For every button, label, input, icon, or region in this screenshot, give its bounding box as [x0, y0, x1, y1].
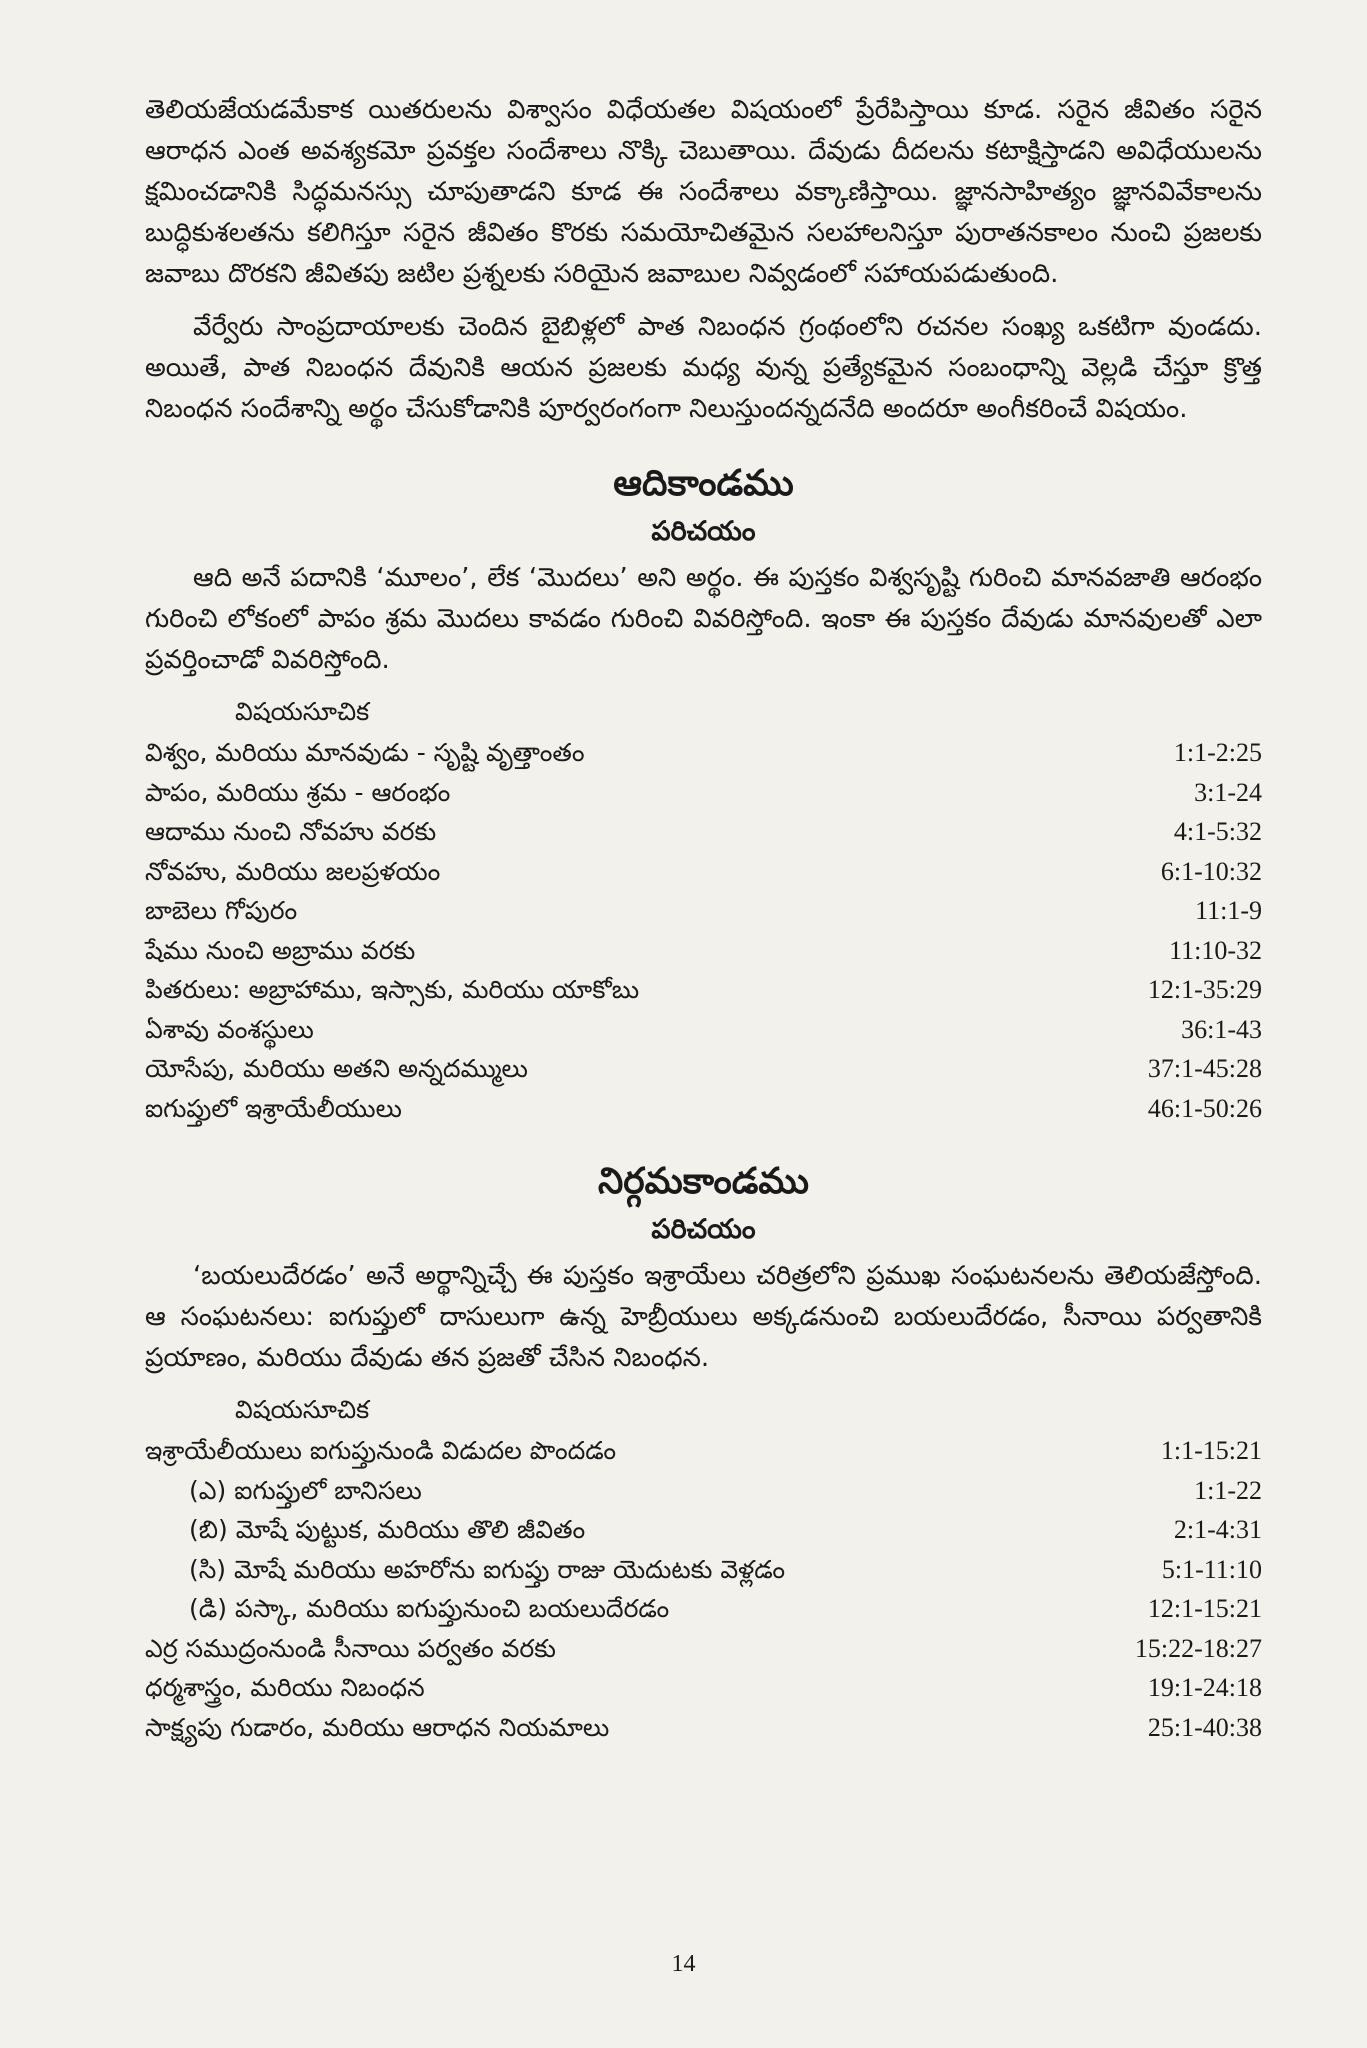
toc-row: [145, 1589, 1262, 1629]
genesis-section: [145, 456, 1262, 1128]
toc-row: [145, 852, 1262, 892]
toc-entry-label: ఇశ్రాయేలీయులు ఐగుప్తునుండి విడుదల పొందడం: [145, 1436, 617, 1465]
toc-entry-label: ఎర్ర సముద్రంనుండి సీనాయి పర్వతం వరకు: [145, 1633, 556, 1663]
toc-entry-reference: 11:1-9: [1195, 896, 1262, 925]
exodus-title: నిర్గమకాండము: [598, 1161, 809, 1202]
intro-paragraph-2: వేర్వేరు సాంప్రదాయాలకు చెందిన బైబిళ్లలో పాత నిబంధన గ్రంథంలోని రచనల సంఖ్య ఒకటిగా వుండదు. అయితే, పాత నిబంధన దేవునికి ఆయన ప్రజలకు మధ్య వున్న ప్రత్యేకమైన సంబంధాన్ని వెల్లడి చేస్తూ క్రొత్త నిబంధన సందేశాన్ని అర్థం చేసుకోడానికి పూర్వరంగంగా నిలుస్తుందన్నదనేది అందరూ అంగీకరించే విషయం.: [145, 312, 1262, 424]
exodus-toc-title: విషయసూచిక: [235, 1395, 370, 1424]
toc-row: [145, 891, 1262, 931]
toc-row: [145, 733, 1262, 773]
genesis-subtitle: పరిచయం: [651, 516, 756, 547]
toc-entry-label: (బి) మోషే పుట్టుక, మరియు తొలి జీవితం: [189, 1515, 586, 1544]
toc-entry-reference: 25:1-40:38: [1147, 1712, 1262, 1742]
exodus-toc: [145, 1431, 1262, 1747]
toc-row: [145, 1471, 1262, 1511]
toc-row: [145, 1629, 1262, 1669]
toc-entry-label: ఐగుప్తులో ఇశ్రాయేలీయులు: [145, 1093, 402, 1123]
toc-entry-reference: 5:1-11:10: [1161, 1554, 1262, 1584]
toc-entry-reference: 11:10-32: [1169, 935, 1262, 965]
toc-entry-reference: 1:1-22: [1194, 1475, 1262, 1505]
toc-entry-reference: 37:1-45:28: [1147, 1054, 1262, 1083]
toc-entry-label: నోవహు, మరియు జలప్రళయం: [145, 856, 441, 886]
toc-entry-label: బాబెలు గోపురం: [145, 896, 298, 925]
toc-entry-reference: 15:22-18:27: [1134, 1633, 1262, 1663]
toc-entry-reference: 6:1-10:32: [1160, 856, 1262, 886]
toc-entry-label: (ఎ) ఐగుప్తులో బానిసలు: [189, 1475, 422, 1505]
toc-entry-reference: 3:1-24: [1194, 777, 1262, 807]
genesis-toc: [145, 733, 1262, 1128]
toc-entry-reference: 36:1-43: [1181, 1014, 1262, 1044]
toc-entry-reference: 1:1-2:25: [1173, 738, 1262, 767]
intro-paragraph-1: తెలియజేయడమేకాక యితరులను విశ్వాసం విధేయతల విషయంలో ప్రేరేపిస్తాయి కూడ. సరైన జీవితం సరైన ఆరాధన ఎంత అవశ్యకమో ప్రవక్తల సందేశాలు నొక్కి చెబుతాయి. దేవుడు దీదలను కటాక్షిస్తాడని అవిధేయులను క్షమించడానికి సిద్ధమనస్సు చూపుతాడని కూడ ఈ సందేశాలు వక్కాణిస్తాయి. జ్ఞానసాహిత్యం జ్ఞానవివేకాలను బుద్ధికుశలతను కలిగిస్తూ సరైన జీవితం కొరకు సమయోచితమైన సలహాలనిస్తూ పురాతనకాలం నుంచి ప్రజలకు జవాబు దొరకని జీవితపు జటిల ప్రశ్నలకు సరియైన జవాబుల నివ్వడంలో సహాయపడుతుంది.: [145, 95, 1262, 289]
page-number: 14: [671, 1951, 696, 1977]
toc-entry-label: యోసేపు, మరియు అతని అన్నదమ్ములు: [145, 1054, 528, 1083]
genesis-intro: ఆది అనే పదానికి ‘మూలం’, లేక ‘మొదలు’ అని అర్థం. ఈ పుస్తకం విశ్వసృష్టి గురించి మానవజాతి ఆరంభం గురించి లోకంలో పాపం శ్రమ మొదలు కావడం గురించి వివరిస్తోంది. ఇంకా ఈ పుస్తకం దేవుడు మానవులతో ఎలా ప్రవర్తించాడో వివరిస్తోంది.: [145, 563, 1262, 675]
toc-row: [145, 812, 1262, 852]
toc-entry-reference: 12:1-35:29: [1147, 975, 1262, 1004]
toc-entry-label: పితరులు: అబ్రాహాము, ఇస్సాకు, మరియు యాకోబు: [145, 975, 640, 1004]
toc-entry-reference: 1:1-15:21: [1160, 1436, 1262, 1465]
toc-entry-label: ఆదాము నుంచి నోవహు వరకు: [145, 817, 437, 846]
toc-row: [145, 1708, 1262, 1748]
toc-row: [145, 1668, 1262, 1708]
toc-entry-reference: 46:1-50:26: [1147, 1093, 1262, 1123]
toc-entry-label: పాపం, మరియు శ్రమ - ఆరంభం: [145, 777, 451, 807]
toc-entry-reference: 2:1-4:31: [1173, 1515, 1262, 1544]
toc-entry-label: (సి) మోషే మరియు అహరోను ఐగుప్తు రాజు యెదుటకు వెళ్లడం: [189, 1554, 786, 1584]
exodus-section: [145, 1154, 1262, 1747]
toc-entry-label: సాక్ష్యపు గుడారం, మరియు ఆరాధన నియమాలు: [145, 1712, 610, 1742]
genesis-toc-title: విషయసూచిక: [235, 697, 370, 726]
toc-entry-reference: 19:1-24:18: [1147, 1673, 1262, 1702]
toc-entry-reference: 4:1-5:32: [1173, 817, 1262, 846]
toc-row: [145, 1550, 1262, 1590]
toc-row: [145, 970, 1262, 1010]
toc-row: [145, 1089, 1262, 1129]
toc-entry-label: విశ్వం, మరియు మానవుడు - సృష్టి వృత్తాంతం: [145, 738, 585, 767]
toc-row: [145, 931, 1262, 971]
toc-row: [145, 773, 1262, 813]
toc-row: [145, 1049, 1262, 1089]
toc-row: [145, 1510, 1262, 1550]
genesis-title: ఆదికాండము: [613, 463, 794, 504]
toc-entry-label: షేము నుంచి అబ్రాము వరకు: [145, 935, 416, 965]
exodus-subtitle: పరిచయం: [651, 1214, 756, 1245]
toc-row: [145, 1010, 1262, 1050]
exodus-intro: ‘బయలుదేరడం’ అనే అర్థాన్నిచ్చే ఈ పుస్తకం ఇశ్రాయేలు చరిత్రలోని ప్రముఖ సంఘటనలను తెలియజేస్తోంది. ఆ సంఘటనలు: ఐగుప్తులో దాసులుగా ఉన్న హెబ్రీయులు అక్కడనుంచి బయలుదేరడం, సీనాయి పర్వతానికి ప్రయాణం, మరియు దేవుడు తన ప్రజతో చేసిన నిబంధన.: [145, 1261, 1262, 1373]
toc-entry-label: ధర్మశాస్త్రం, మరియు నిబంధన: [145, 1673, 425, 1702]
toc-entry-label: (డి) పస్కా, మరియు ఐగుప్తునుంచి బయలుదేరడం: [189, 1594, 670, 1623]
toc-entry-reference: 12:1-15:21: [1147, 1594, 1262, 1623]
toc-entry-label: ఏశావు వంశస్థులు: [145, 1014, 314, 1044]
toc-row: [145, 1431, 1262, 1471]
